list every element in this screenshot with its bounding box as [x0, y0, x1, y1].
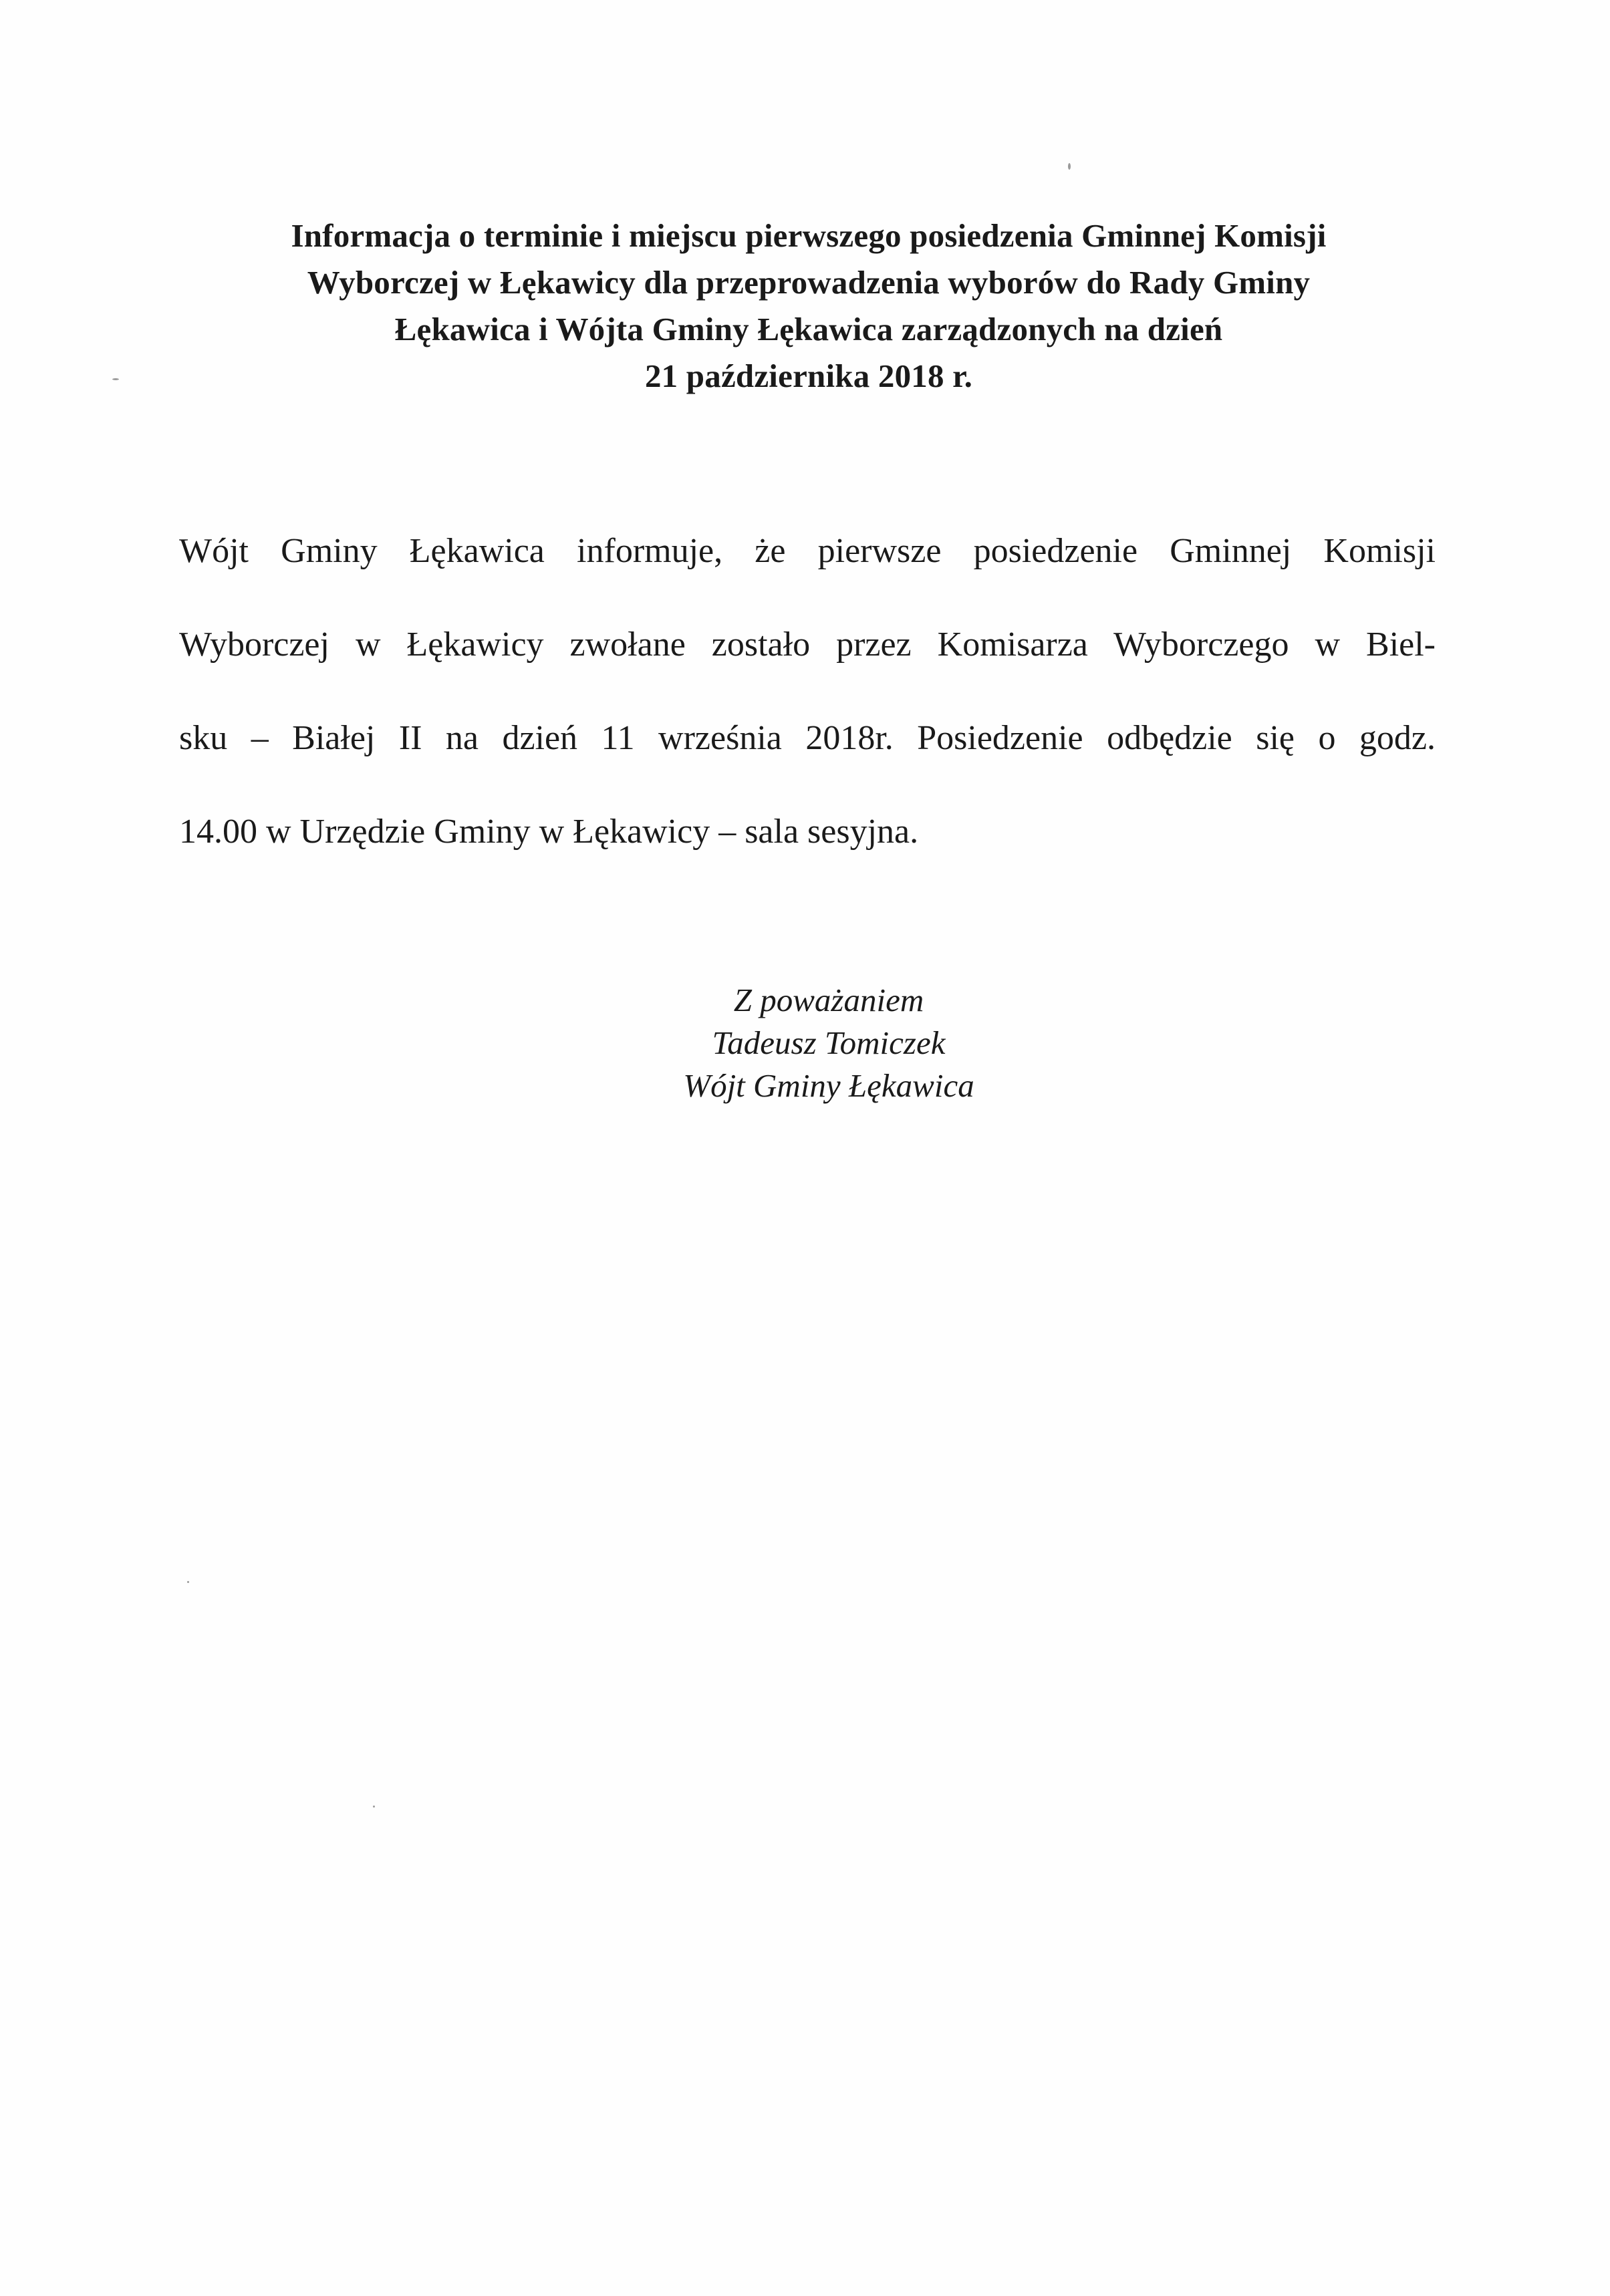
scan-speck	[187, 1581, 189, 1583]
body-line: Wójt Gminy Łękawica informuje, że pierwsze posiedzenie Gminnej Komisji	[179, 532, 1436, 570]
signatory-name: Tadeusz Tomiczek	[712, 1024, 946, 1061]
body-line: Wyborczej w Łękawicy zwołane zostało przez Komisarza Wyborczego w Biel-	[179, 625, 1436, 664]
closing-phrase: Z poważaniem	[733, 982, 924, 1018]
title-line: Informacja o terminie i miejscu pierwszego posiedzenia Gminnej Komisji	[291, 217, 1327, 254]
title-line: 21 października 2018 r.	[644, 357, 973, 394]
title-line: Łękawica i Wójta Gminy Łękawica zarządzonych na dzień	[394, 311, 1223, 347]
title-line: Wyborczej w Łękawicy dla przeprowadzenia wyborów do Rady Gminy	[307, 264, 1311, 301]
scan-speck	[112, 378, 119, 380]
scan-speck	[1068, 163, 1071, 170]
scan-speck	[373, 1806, 375, 1808]
body-line: sku – Białej II na dzień 11 września 2018r. Posiedzenie odbędzie się o godz.	[179, 719, 1436, 757]
announcement-body	[179, 528, 1436, 902]
signatory-title: Wójt Gminy Łękawica	[683, 1067, 974, 1104]
signature-block	[588, 979, 1069, 1107]
body-line: 14.00 w Urzędzie Gminy w Łękawicy – sala sesyjna.	[179, 813, 919, 851]
document-title	[194, 212, 1424, 400]
